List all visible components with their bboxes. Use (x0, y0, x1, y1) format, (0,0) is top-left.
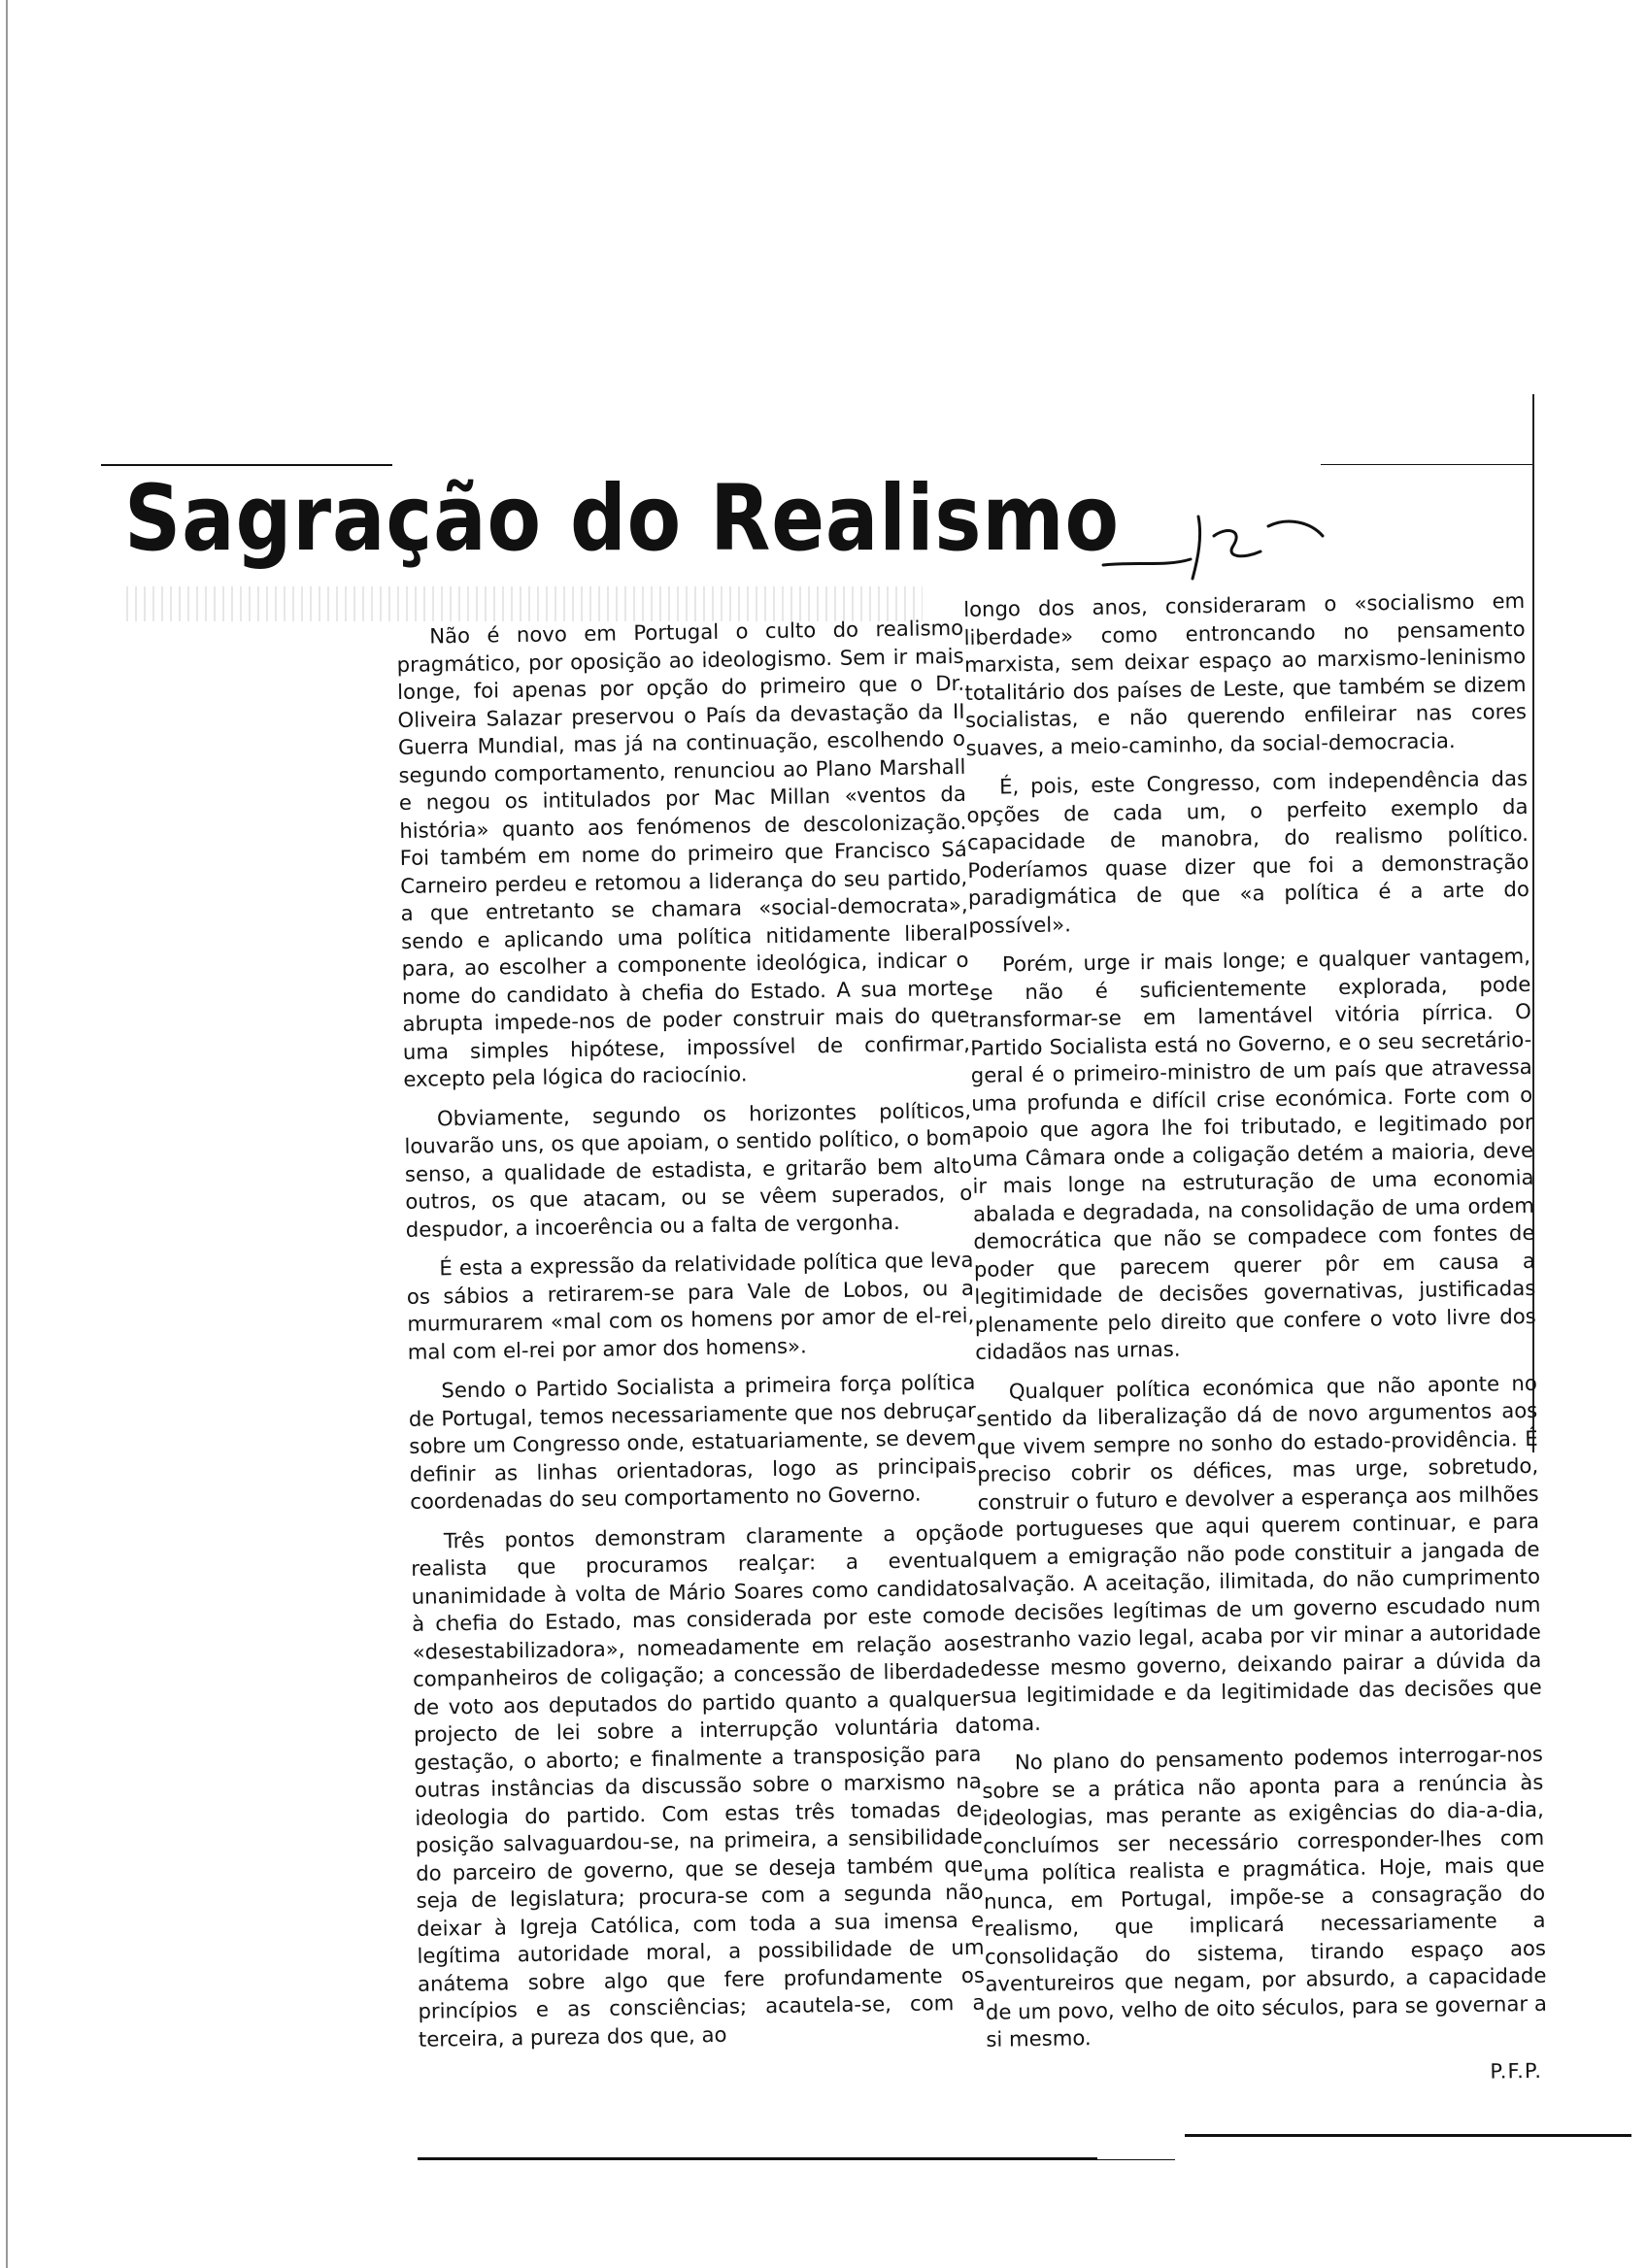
paragraph: É, pois, este Congresso, com independência das opções de cada um, o perfeito exemplo da capacidade de manobra, do realismo político. Poderíamos quase dizer que foi a demonstração paradigmática de que «a política é a arte do possível». (966, 765, 1530, 938)
paragraph: Não é novo em Portugal o culto do realismo pragmático, por oposição ao ideologismo. Sem ir mais longe, foi apenas por opção do primeiro que o Dr. Oliveira Salazar preservou o País da devastação da II Guerra Mundial, mas já na continuação, escolhendo o segundo comportamento, renunciou ao Plano Marshall e negou os intitulados por Mac Millan «ventos da história» quanto aos fenómenos de descolonização. Foi também em nome do primeiro que Francisco Sá Carneiro perdeu e retomou a liderança do seu partido, a que entretanto se chamara «social-democrata», sendo e aplicando uma política nitidamente liberal para, ao escolher a componente ideológica, indicar o nome do candidato à chefia do Estado. A sua morte abrupta impede-nos de poder construir mais do que uma simples hipótese, impossível de confirmar, excepto pela lógica do raciocínio. (396, 615, 971, 1091)
paragraph: Obviamente, segundo os horizontes políticos, louvarão uns, os que apoiam, o sentido político, o bom senso, a qualidade de estadista, e gritarão bem alto outros, os que atacam, ou se vêem superados, o despudor, a incoerência ou a falta de vergonha. (404, 1097, 973, 1242)
bottom-rule-right (1185, 2134, 1631, 2137)
author-signature: P.F.P. (1490, 2058, 1543, 2084)
paragraph: longo dos anos, consideraram o «socialismo em liberdade» como entroncando no pensamento marxista, sem deixar espaço ao marxismo-leninismo totalitário dos países de Leste, que também se dizem socialistas, e não querendo enfileirar nas cores suaves, a meio-caminho, da social-democracia. (963, 587, 1528, 760)
article-title: Sagração do Realismo (124, 466, 1120, 572)
paragraph: É esta a expressão da relatividade política que leva os sábios a retirarem-se para Vale de Lobos, ou a murmurarem «mal com os homens por amor de el-rei, mal com el-rei por amor dos homens». (406, 1247, 975, 1364)
paragraph: Três pontos demonstram claramente a opção realista que procuramos realçar: a eventual unanimidade à volta de Mário Soares como candidato à chefia do Estado, mas considerada por este como «desestabilizadora», nomeadamente em relação aos companheiros de coligação; a concessão de liberdade de voto aos deputados do partido quanto a qualquer projecto de lei sobre a interrupção voluntária da gestação, o aborto; e finalmente a transposição para outras instâncias da discussão sobre o marxismo na ideologia do partido. Com estas três tomadas de posição salvaguardou-se, na primeira, a sensibilidade do parceiro de governo, que se deseja também que seja de legislatura; procura-se com a segunda não deixar à Igreja Católica, com toda a sua imensa e legítima autoridade moral, a possibilidade de um anátema sobre algo que fere profundamente os princípios e as consciências; acautela-se, com a terceira, a pureza dos que, ao (411, 1519, 986, 2051)
bottom-rule-middle (971, 2159, 1175, 2160)
scan-edge (6, 0, 8, 2268)
paragraph: No plano do pensamento podemos interrogar-nos sobre se a prática não aponta para a renúncia às ideologias, mas perante as exigências do dia-a-dia, concluímos ser necessário corresponder-lhes com uma política realista e pragmática. Hoje, mais que nunca, em Portugal, impõe-se a consagração do realismo, que implicará necessariamente a consolidação do sistema, tirando espaço aos aventureiros que negam, por absurdo, a capacidade de um povo, velho de oito séculos, para se governar a si mesmo. (982, 1741, 1548, 2051)
top-rule-right (1321, 464, 1534, 465)
handwritten-mark-icon (1097, 497, 1330, 584)
paragraph: Porém, urge ir mais longe; e qualquer vantagem, se não é suficientemente explorada, pode transformar-se em lamentável vitória pírrica. O Partido Socialista está no Governo, e o seu secretário-geral é o primeiro-ministro de um país que atravessa uma profunda e difícil crise económica. Forte com o apoio que agora lhe foi tributado, e legitimado por uma Câmara onde a coligação detém a maioria, deve ir mais longe na estruturação de uma economia abalada e degradada, na consolidação de uma ordem democrática que não se compadece com fontes de poder que parecem querer pôr em causa a legitimidade de decisões governativas, justificadas plenamente pelo direito que confere o voto livre dos cidadãos nas urnas. (969, 943, 1536, 1364)
paragraph: Sendo o Partido Socialista a primeira força política de Portugal, temos necessariamente que nos debruçar sobre um Congresso onde, estatuariamente, se devem definir as linhas orientadoras, logo as principais coordenadas do seu comportamento no Governo. (408, 1369, 977, 1514)
left-column (396, 615, 986, 2065)
right-column (963, 587, 1548, 2105)
paragraph: Qualquer política económica que não aponte no sentido da liberalização dá de novo argumentos aos que vivem sempre no sonho do estado-providência. É preciso cobrir os défices, mas urge, sobretudo, construir o futuro e devolver a esperança aos milhões de portugueses que aqui querem continuar, e para quem a emigração não pode constituir a jangada de salvação. A aceitação, ilimitada, do não cumprimento de decisões legítimas de um governo escudado num estranho vazio legal, acaba por vir minar a autoridade desse mesmo governo, deixando pairar a dúvida da sua legitimidade e da legitimidade das decisões que toma. (976, 1370, 1542, 1736)
